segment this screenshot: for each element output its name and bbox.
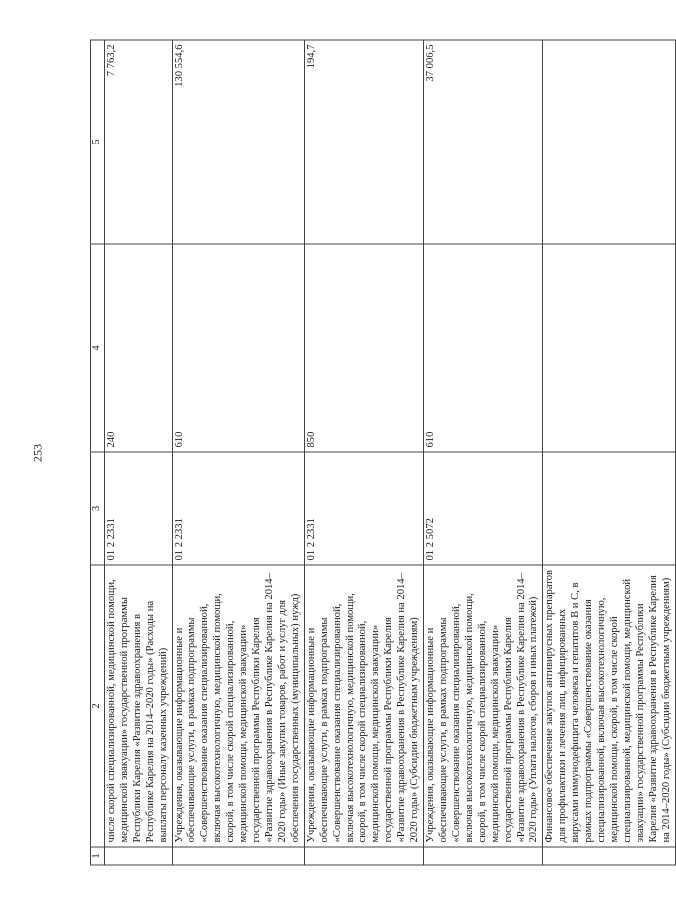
header-row [91,40,105,865]
row-number-cell [304,847,423,865]
column-header: 2 [91,565,105,847]
column-header: 5 [91,40,105,244]
code-cell: 01 2 2331 [304,452,423,565]
row-number-cell [543,847,675,865]
table-row [172,40,304,865]
amount-cell: 7 763,2 [104,40,172,244]
table-row [424,40,543,865]
description-cell: Учреждения, оказывающие информационные и обеспечивающие услуги, в рамках подпрограммы «Совершенствование оказания специализированной, включая высокотехнологичную, медицинской помощи, скорой, в том числе скорой специализированной, медицинской помощи, медицинской эвакуации» государственной программы Республики Карелия «Развитие здравоохранения в Республике Карелия на 2014–2020 годы» (Уплата налогов, сборов и иных платежей) [424,565,543,847]
type-cell: 610 [424,244,543,452]
column-header: 4 [91,244,105,452]
amount-cell: 194,7 [304,40,423,244]
row-number-cell [424,847,543,865]
page-number-text: 253 [30,444,45,462]
description-cell: Учреждения, оказывающие информационные и обеспечивающие услуги, в рамках подпрограммы «Совершенствование оказания специализированной, включая высокотехнологичную, медицинской помощи, скорой, в том числе скорой специализированной, медицинской помощи, медицинской эвакуации» государственной программы Республики Карелия «Развитие здравоохранения в Республике Карелия на 2014–2020 годы» (Иные закупки товаров, работ и услуг для обеспечения государственных (муниципальных) нужд) [172,565,304,847]
row-number-cell [104,847,172,865]
row-number-cell [172,847,304,865]
code-cell: 01 2 2331 [172,452,304,565]
rotated-page [90,41,672,866]
type-cell: 610 [172,244,304,452]
code-cell [543,452,675,565]
table-row [104,40,172,865]
description-cell: Финансовое обеспечение закупок антивирусных препаратов для профилактики и лечения лиц, инфицированных вирусами иммунодефицита человека и гепатитов B и C, в рамках подпрограммы «Совершенствование оказания специализированной, включая высокотехнологичную, медицинской помощи, скорой, в том числе скорой специализированной, медицинской помощи, медицинской эвакуации» государственной программы Республики Карелия «Развитие здравоохранения в Республике Карелия на 2014–2020 годы» (Субсидии бюджетным учреждениям) [543,565,675,847]
code-cell: 01 2 5072 [424,452,543,565]
amount-cell: 130 554,6 [172,40,304,244]
budget-table [90,40,676,866]
column-header: 3 [91,452,105,565]
type-cell: 240 [104,244,172,452]
table-row [304,40,423,865]
amount-cell: 37 006,5 [424,40,543,244]
amount-cell [543,40,675,244]
table-row [543,40,675,865]
type-cell [543,244,675,452]
code-cell: 01 2 2331 [104,452,172,565]
column-header: 1 [91,847,105,865]
type-cell: 850 [304,244,423,452]
description-cell: Учреждения, оказывающие информационные и обеспечивающие услуги, в рамках подпрограммы «Совершенствование оказания специализированной, включая высокотехнологичную, медицинской помощи, скорой, в том числе скорой специализированной, медицинской помощи, медицинской эвакуации» государственной программы Республики Карелия «Развитие здравоохранения в Республике Карелия на 2014–2020 годы» (Субсидии бюджетным учреждениям) [304,565,423,847]
description-cell: числе скорой специализированной, медицинской помощи, медицинской эвакуации» государственной программы Республики Карелия «Развитие здравоохранения в Республике Карелия на 2014–2020 годы» (Расходы на выплаты персоналу казенных учреждений) [104,565,172,847]
